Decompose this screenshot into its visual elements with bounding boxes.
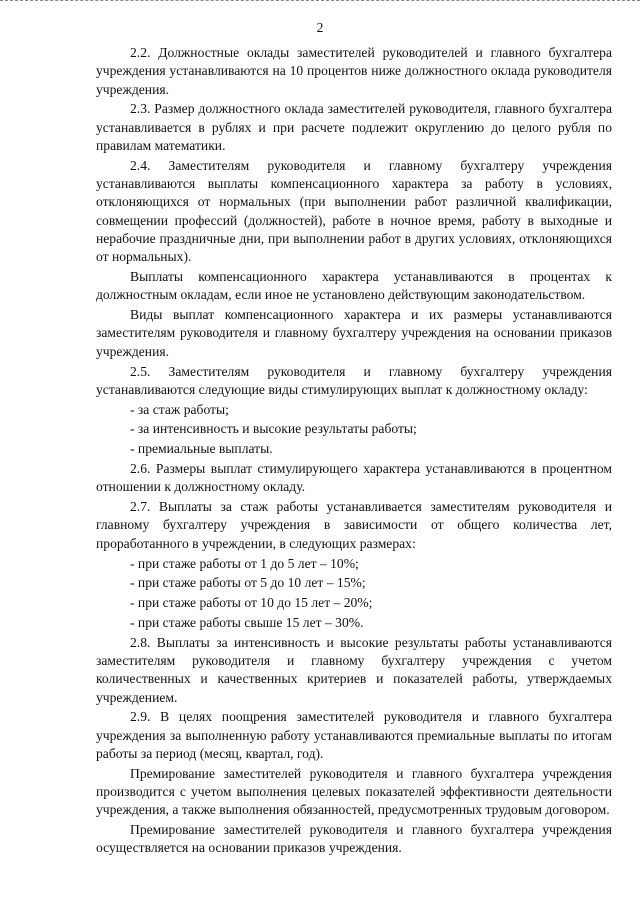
clause-2-2: 2.2. Должностные оклады заместителей руководителей и главного бухгалтера учреждения устанавливаются на 10 процентов ниже должностного оклада руководителя учреждения. bbox=[96, 45, 612, 97]
list-item: - за стаж работы; bbox=[130, 401, 229, 417]
scan-top-edge bbox=[0, 0, 640, 4]
page-number: 2 bbox=[316, 20, 324, 35]
list-item: - при стаже работы от 1 до 5 лет – 10%; bbox=[130, 555, 359, 571]
seniority-rates-list bbox=[96, 555, 612, 633]
compensation-types-paragraph: Виды выплат компенсационного характера и их размеры устанавливаются заместителям руководителя и главному бухгалтеру учреждения на основании приказов учреждения. bbox=[96, 307, 612, 359]
clause-2-4: 2.4. Заместителям руководителя и главному бухгалтеру учреждения устанавливаются выплаты компенсационного характера за работу в условиях, отклоняющихся от нормальных (при выполнении работ различной квалификации, совмещении профессий (должностей), работе в ночное время, работу в выходные и нерабочие праздничные дни, при выполнении работ в других условиях, отклоняющихся от нормальных). bbox=[96, 157, 612, 265]
clause-2-7: 2.7. Выплаты за стаж работы устанавливается заместителям руководителя и главному бухгалтеру учреждения в зависимости от общего количества лет, проработанного в учреждении, в следующих размерах: bbox=[96, 499, 612, 551]
list-item: - при стаже работы от 5 до 10 лет – 15%; bbox=[130, 575, 366, 591]
bonus-conditions-paragraph: Премирование заместителей руководителя и главного бухгалтера учреждения производится с учетом выполнения целевых показателей эффективности деятельности учреждения, а также выполнения обязанностей, предусмотренных трудовым договором. bbox=[96, 765, 612, 818]
clause-2-9: 2.9. В целях поощрения заместителей руководителя и главного бухгалтера учреждения за выполненную работу устанавливаются премиальные выплаты по итогам работы за период (месяц, квартал, год). bbox=[96, 709, 612, 761]
clause-2-8: 2.8. Выплаты за интенсивность и высокие результаты работы устанавливаются заместителям руководителя и главному бухгалтеру учреждения с учетом количественных и качественных критериев и показателей работы, утверждаемых учреждением. bbox=[96, 634, 612, 705]
list-item: - при стаже работы свыше 15 лет – 30%. bbox=[130, 614, 364, 630]
list-item: - премиальные выплаты. bbox=[130, 441, 273, 457]
clause-2-3: 2.3. Размер должностного оклада заместителей руководителя, главного бухгалтера устанавливается в рублях и при расчете подлежит округлению до целого рубля по правилам математики. bbox=[96, 101, 612, 153]
clause-2-6: 2.6. Размеры выплат стимулирующего характера устанавливаются в процентном отношении к должностному окладу. bbox=[96, 461, 612, 495]
list-item: - при стаже работы от 10 до 15 лет – 20%; bbox=[130, 595, 373, 611]
bonus-orders-paragraph: Премирование заместителей руководителя и главного бухгалтера учреждения осуществляется на основании приказов учреждения. bbox=[96, 822, 612, 856]
compensation-percent-paragraph: Выплаты компенсационного характера устанавливаются в процентах к должностным окладам, если иное не установлено действующим законодательством. bbox=[96, 269, 612, 303]
stimulating-payments-list bbox=[96, 401, 612, 459]
clause-2-5: 2.5. Заместителям руководителя и главному бухгалтеру учреждения устанавливаются следующие виды стимулирующих выплат к должностному окладу: bbox=[96, 363, 612, 397]
list-item: - за интенсивность и высокие результаты работы; bbox=[130, 421, 417, 437]
document-body bbox=[96, 44, 612, 859]
